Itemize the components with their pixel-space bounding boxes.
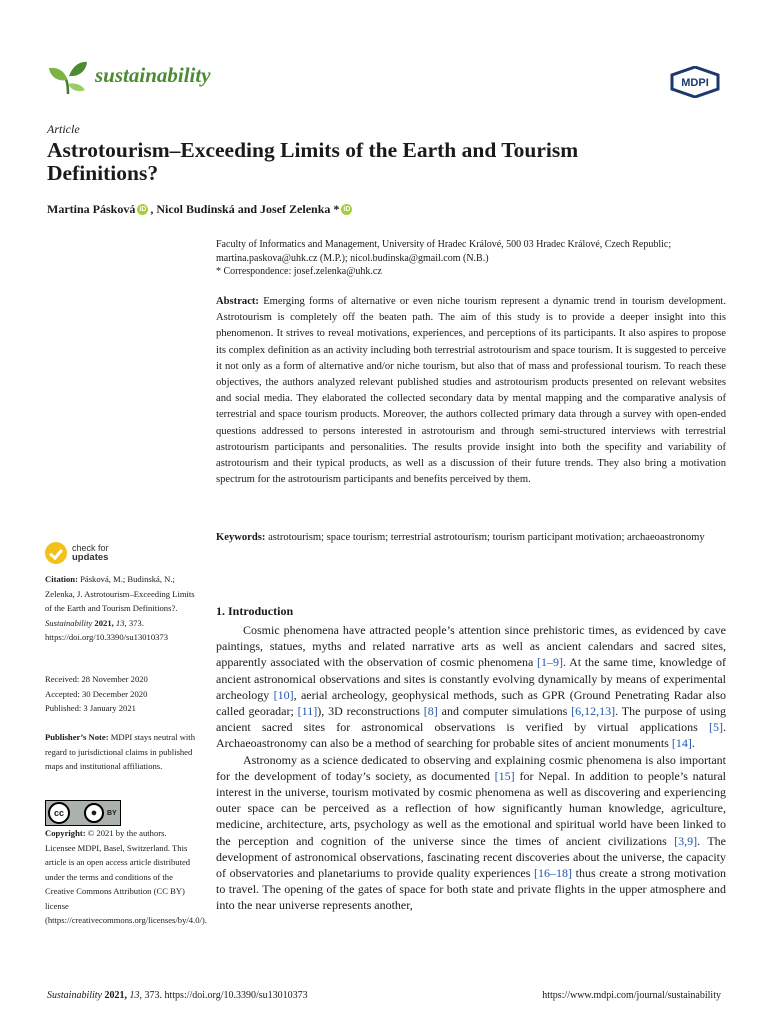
orcid-icon[interactable]: iD bbox=[139, 206, 147, 213]
mdpi-logo-text: MDPI bbox=[681, 77, 709, 89]
published-date: Published: 3 January 2021 bbox=[45, 703, 136, 713]
paragraph: Cosmic phenomena have attracted people’s attention since prehistoric times, as evidenced by cave paintings, statues, myths and related narrative arts as well as ancient calendars and sacred sites, apparently associated with the observation of cosmic phenomena [1–9]. At the same time, knowledge of ancient astronomical observations and sites is constantly evolving dynamically by means of experimental archeology [10], aerial archeology, geophysical methods, such as GPR (Ground Penetrating Radar also called georadar; [11]), 3D reconstructions [8] and computer simulations [6,12,13]. The purpose of using ancient sacred sites for astronomical observations is verified by virtual applications [5]. Archaeoastronomy can also be a method of searching for probable sites of ancient monuments [14]. bbox=[216, 623, 727, 751]
cc-by-license-badge[interactable] bbox=[45, 800, 121, 826]
citation-link[interactable]: [11] bbox=[297, 704, 318, 719]
author-name: Martina Pásková bbox=[47, 202, 136, 216]
footer-journal-url[interactable]: https://www.mdpi.com/journal/sustainability bbox=[542, 990, 721, 1001]
citation-link[interactable]: [6,12,13] bbox=[571, 704, 616, 719]
footer-volume: 13, bbox=[129, 990, 142, 1001]
citation-link[interactable]: [15] bbox=[494, 768, 515, 783]
dates-block bbox=[45, 672, 197, 716]
citation-link[interactable]: [16–18] bbox=[534, 866, 573, 881]
citation-link[interactable]: [14] bbox=[671, 736, 692, 751]
citation-volume: 13, bbox=[115, 617, 127, 628]
affiliations bbox=[216, 238, 726, 279]
abstract-label: Abstract: bbox=[216, 296, 259, 307]
correspondence-line: * Correspondence: josef.zelenka@uhk.cz bbox=[216, 266, 382, 277]
introduction-body bbox=[216, 622, 726, 914]
journal-name: sustainability bbox=[95, 62, 211, 87]
received-date: Received: 28 November 2020 bbox=[45, 674, 148, 684]
mdpi-logo bbox=[669, 66, 721, 98]
copyright-text: © 2021 by the authors. Licensee MDPI, Basel, Switzerland. This article is an open access article distributed under the terms and conditions of the Creative Commons Attribution (CC BY) license (https://creativecommons.org/licenses/by/4.0/). bbox=[45, 828, 207, 925]
affiliation-line: martina.paskova@uhk.cz (M.P.); nicol.budinska@gmail.com (N.B.) bbox=[216, 252, 489, 264]
citation-link[interactable]: [10] bbox=[273, 687, 294, 702]
author-list bbox=[47, 202, 354, 217]
abstract-text: Emerging forms of alternative or even niche tourism represent a dynamic trend in tourism development. Astrotourism is completely off the beaten path. The aim of this study is to provide a deeper insight into this phenomenon. It strives to reveal motivations, experiences, and perceptions of its participants. It also aspires to propose its complex definition as an activity including both terrestrial astrotourism and space tourism. It is suggested to perceive it not only as a form of alternative and/or niche tourism, but also that of mass and professional tourism. To reach these objectives, the authors analyzed relevant published studies and astrotourism products presented on relevant websites and social media. They elaborated the collected secondary data by mental mapping and the comparative analysis of terrestrial and space tourism products. Moreover, the authors collected primary data through a survey with open-ended questions addressed to persons interested in astrotourism and through semi-structured interviews with terrestrial astrotourism participants and personalities. The results provide insight into both the specifity and variability of astrotourism and their typical products, as well as a discussion of their future trends. They also bring a motivation spectrum for the astrotourism participants and benefits perceived by them. bbox=[216, 296, 726, 486]
citation-label: Citation: bbox=[45, 574, 78, 584]
keywords bbox=[216, 530, 726, 547]
publisher-note bbox=[45, 730, 197, 774]
citation-link[interactable]: [3,9] bbox=[674, 833, 698, 848]
keywords-text: astrotourism; space tourism; terrestrial astrotourism; tourism participant motivation; archaeoastronomy bbox=[268, 532, 705, 543]
citation-doi[interactable]: 373. https://doi.org/10.3390/su13010373 bbox=[45, 617, 169, 642]
copyright-label: Copyright: bbox=[45, 828, 86, 838]
journal-leaf-icon bbox=[47, 58, 89, 96]
accepted-date: Accepted: 30 December 2020 bbox=[45, 688, 148, 699]
footer-journal: Sustainability bbox=[47, 990, 102, 1001]
paragraph: Astronomy as a science dedicated to observing and explaining cosmic phenomena is also important for the development of today’s society, as documented [15] for Nepal. In addition to people’s natural interest in the universe, tourism motivated by cosmic phenomena as well as discovering and experiencing outer space can be perceived as a reflection of how significantly human knowledge, agriculture, medicine, architecture, arts, psychology as well as the emotional and spiritual world have been linked to the perception and cognition of the universe since the times of ancient civilizations [3,9]. The development of astronomical observations, fascinating recent discoveries about the universe, the capacity of observatories and planetariums to provide quality experiences [16–18] thus create a strong motivation to travel. The opening of the gates of space for both state and private flights in the upper atmosphere and into the near universe represents another, bbox=[216, 752, 727, 913]
citation-journal: Sustainability bbox=[45, 617, 93, 628]
footer-citation bbox=[47, 990, 308, 1001]
keywords-label: Keywords: bbox=[216, 532, 266, 543]
by-person-icon: ● bbox=[84, 803, 104, 823]
check-icon bbox=[45, 542, 67, 564]
orcid-icon[interactable]: iD bbox=[343, 206, 351, 213]
footer-doi[interactable]: 373. https://doi.org/10.3390/su13010373 bbox=[144, 990, 308, 1001]
publisher-note-text: MDPI stays neutral with regard to jurisdictional claims in published maps and institutional affiliations. bbox=[45, 732, 195, 771]
copyright-block bbox=[45, 826, 207, 928]
citation-link[interactable]: [5] bbox=[709, 720, 723, 735]
section-heading: 1. Introduction bbox=[216, 604, 294, 618]
updates-text: updates bbox=[72, 552, 109, 563]
author-names: , Nicol Budinská and Josef Zelenka * bbox=[150, 202, 340, 216]
citation-link[interactable]: [1–9] bbox=[537, 655, 564, 670]
citation-year: 2021, bbox=[94, 617, 114, 628]
citation-link[interactable]: [8] bbox=[423, 704, 438, 719]
by-label: BY bbox=[107, 809, 117, 817]
citation-text: Pásková, M.; Budinská, N.; Zelenka, J. Astrotourism–Exceeding Limits of the Earth and Tourism Definitions?. bbox=[45, 574, 195, 613]
footer-year: 2021, bbox=[104, 990, 127, 1001]
article-type: Article bbox=[47, 122, 80, 136]
check-for-text: check for bbox=[72, 543, 109, 553]
citation-block bbox=[45, 572, 197, 645]
article-title: Astrotourism–Exceeding Limits of the Earth and Tourism Definitions? bbox=[47, 138, 579, 185]
publisher-note-label: Publisher’s Note: bbox=[45, 732, 109, 742]
check-for-updates-badge[interactable] bbox=[45, 542, 109, 564]
journal-header bbox=[47, 58, 211, 96]
affiliation-line: Faculty of Informatics and Management, University of Hradec Králové, 500 03 Hradec Králové, Czech Republic; bbox=[216, 239, 672, 250]
abstract bbox=[216, 294, 726, 488]
cc-icon: cc bbox=[48, 802, 70, 824]
